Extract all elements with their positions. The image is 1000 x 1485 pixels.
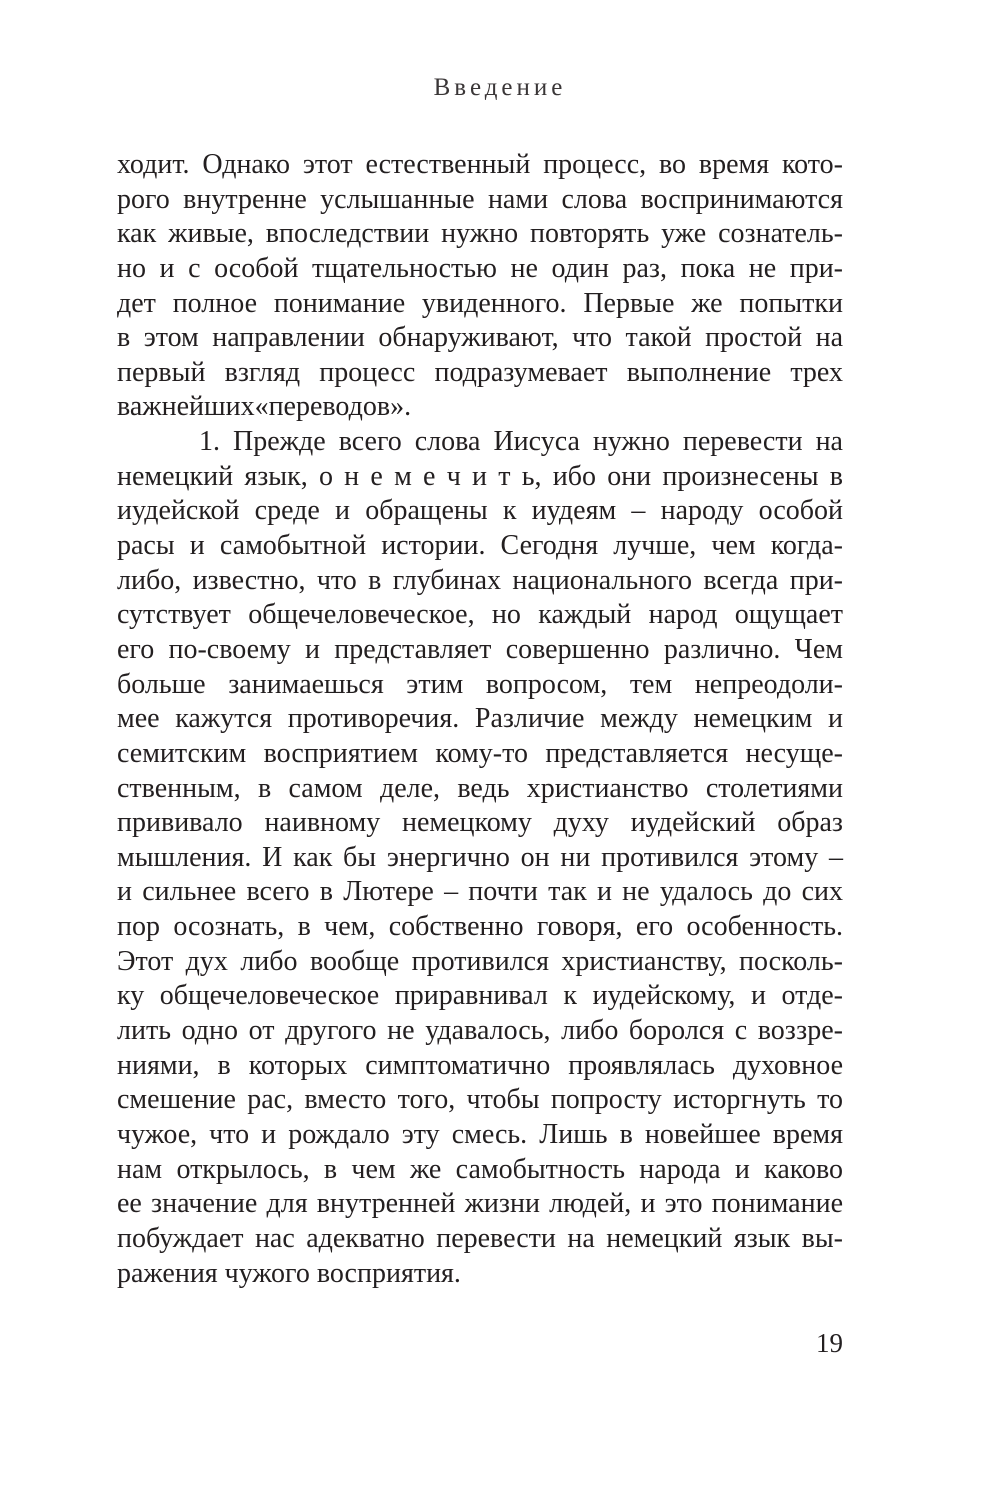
text-line: ниями, в которых симптоматично проявлялась духовное: [117, 1049, 843, 1081]
text-line: прививало наивному немецкому духу иудейский образ: [117, 807, 843, 839]
text-line: чужое, что и рождало эту смесь. Лишь в новейшее время: [117, 1118, 843, 1150]
text-line: дет полное понимание увиденного. Первые же попытки: [117, 287, 843, 319]
text-line: ражения чужого восприятия.: [117, 1257, 461, 1289]
text-line: мышления. И как бы энергично он ни противился этому –: [117, 841, 843, 873]
text-line: но и с особой тщательностью не один раз, пока не при-: [117, 252, 843, 284]
running-head: Введение: [433, 74, 567, 101]
text-line: ее значение для внутренней жизни людей, и это понимание: [117, 1188, 843, 1220]
text-line: побуждает нас адекватно перевести на немецкий язык вы-: [117, 1222, 843, 1254]
text-line: немецкий язык, о н е м е ч и т ь, ибо они произнесены в: [117, 460, 843, 492]
text-line: семитским восприятием кому-то представляется несуще-: [117, 737, 843, 769]
text-line: пор осознать, в чем, собственно говоря, его особенность.: [117, 911, 843, 943]
text-line: важнейших«переводов».: [117, 391, 412, 423]
text-line: сутствует общечеловеческое, но каждый народ ощущает: [117, 599, 843, 631]
text-line: его по-своему и представляет совершенно различно. Чем: [117, 633, 843, 665]
text-line: ку общечеловеческое приравнивал к иудейскому, и отде-: [117, 980, 843, 1012]
text-line: как живые, впоследствии нужно повторять уже сознатель-: [117, 218, 843, 250]
text-line: либо, известно, что в глубинах национального всегда при-: [117, 564, 843, 596]
text-line: первый взгляд процесс подразумевает выполнение трех: [117, 356, 843, 388]
text-line: больше занимаешься этим вопросом, тем непреодоли-: [117, 668, 843, 700]
text-line: и сильнее всего в Лютере – почти так и не удалось до сих: [117, 876, 843, 908]
text-line: рого внутренне услышанные нами слова воспринимаются: [117, 183, 843, 215]
text-line: лить одно от другого не удавалось, либо боролся с воззре-: [117, 1015, 843, 1047]
text-line: ственным, в самом деле, ведь христианство столетиями: [117, 772, 843, 804]
text-line: ходит. Однако этот естественный процесс, во время кото-: [117, 149, 843, 180]
text-line: в этом направлении обнаруживают, что такой простой на: [117, 322, 843, 354]
text-line: иудейской среде и обращены к иудеям – народу особой: [117, 495, 843, 527]
text-line: Этот дух либо вообще противился христианству, посколь-: [117, 945, 843, 977]
text-line: нам открылось, в чем же самобытность народа и каково: [117, 1153, 843, 1185]
page-number: 19: [816, 1328, 843, 1358]
text-line: 1. Прежде всего слова Иисуса нужно перевести на: [199, 426, 843, 458]
text-line: расы и самобытной истории. Сегодня лучше, чем когда-: [117, 530, 843, 562]
text-line: мее кажутся противоречия. Различие между немецким и: [117, 703, 843, 735]
text-line: смешение рас, вместо того, чтобы попросту исторгнуть то: [117, 1084, 843, 1116]
body-text: [117, 148, 843, 1291]
